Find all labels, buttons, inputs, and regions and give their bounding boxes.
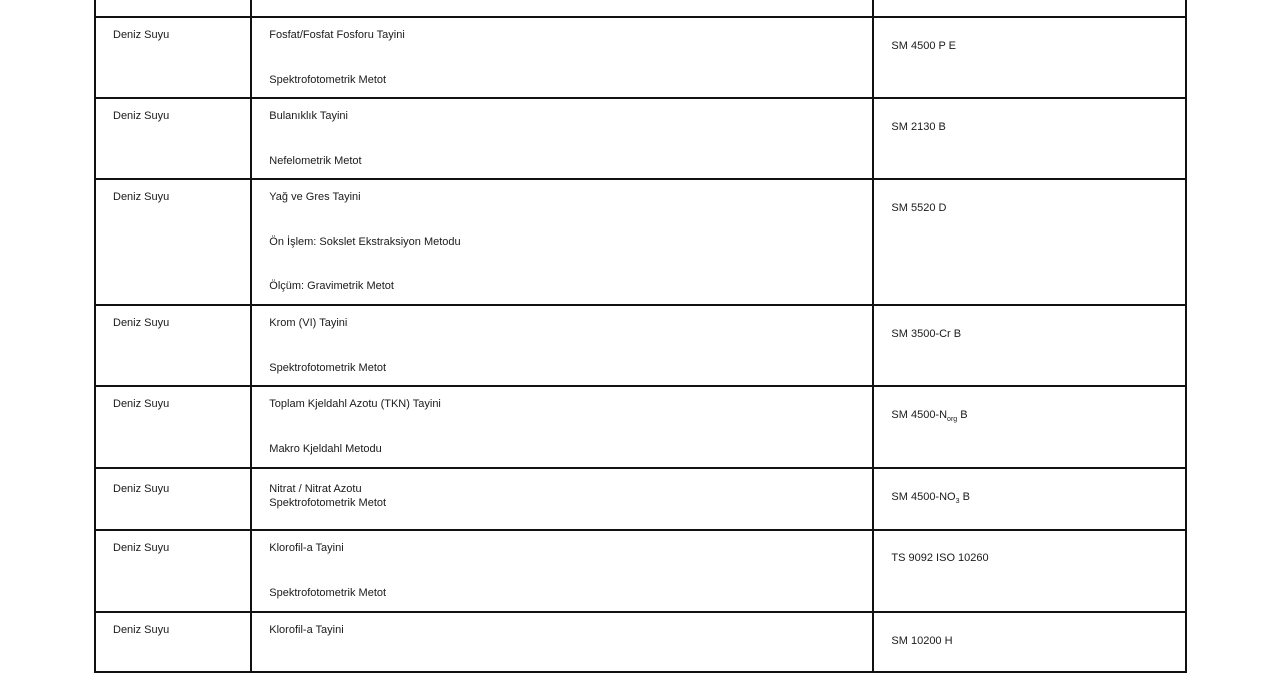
method-line: Bulanıklık Tayini: [269, 110, 348, 122]
table-row: [95, 612, 1186, 672]
matrix-text: Deniz Suyu: [113, 624, 170, 636]
method-line: Fosfat/Fosfat Fosforu Tayini: [269, 29, 405, 41]
standard-text: SM $4500-N_{org}$ B: [891, 409, 968, 423]
method-line: Ölçüm: Gravimetrik Metot: [269, 280, 394, 292]
method-line: Spektrofotometrik Metot: [269, 362, 387, 374]
standard-cell: [873, 612, 1186, 672]
standard-text: SM 10200 H: [891, 635, 953, 647]
matrix-cell: [95, 530, 251, 612]
method-cell: [251, 612, 873, 672]
standard-cell: [873, 179, 1186, 305]
table-row: [95, 98, 1186, 179]
matrix-cell: [95, 179, 251, 305]
method-line: Krom (VI) Tayini: [269, 317, 348, 329]
method-line: Spektrofotometrik Metot: [269, 74, 387, 86]
matrix-text: Deniz Suyu: [113, 542, 170, 554]
standard-text: SM 2130 B: [891, 121, 946, 133]
method-line: Klorofil-a Tayini: [269, 624, 344, 636]
method-line: Yağ ve Gres Tayini: [269, 191, 361, 203]
method-cell: [251, 386, 873, 468]
method-line: Spektrofotometrik Metot: [269, 497, 387, 509]
method-line: Toplam Kjeldahl Azotu (TKN) Tayini: [269, 398, 441, 410]
table-row: [95, 305, 1186, 386]
matrix-cell: [95, 612, 251, 672]
matrix-cell: [95, 305, 251, 386]
method-cell: [251, 468, 873, 530]
method-line: Spektrofotometrik Metot: [269, 587, 387, 599]
standard-cell: [873, 17, 1186, 98]
matrix-text: Deniz Suyu: [113, 29, 170, 41]
table-row: [95, 0, 1186, 17]
method-line: Nitrat / Nitrat Azotu: [269, 483, 362, 495]
matrix-text: Deniz Suyu: [113, 191, 170, 203]
standard-cell: [873, 98, 1186, 179]
standard-cell: [873, 386, 1186, 468]
standard-cell: [873, 530, 1186, 612]
method-cell: [251, 305, 873, 386]
matrix-cell: [95, 386, 251, 468]
method-cell: [251, 530, 873, 612]
standard-cell: [873, 468, 1186, 530]
method-cell: [251, 17, 873, 98]
standard-text: SM 3500-Cr B: [891, 328, 962, 340]
standard-text: SM 5520 D: [891, 202, 947, 214]
matrix-text: Deniz Suyu: [113, 317, 170, 329]
table-row: [95, 386, 1186, 468]
matrix-text: Deniz Suyu: [113, 483, 170, 495]
standard-text: SM $4500-NO_3$ B: [891, 491, 970, 505]
matrix-cell: [95, 468, 251, 530]
table-row: [95, 468, 1186, 530]
accreditation-scope-table: [94, 0, 1187, 673]
table-row: [95, 530, 1186, 612]
matrix-cell: [95, 98, 251, 179]
matrix-cell: [95, 17, 251, 98]
method-cell: [251, 0, 873, 17]
method-cell: [251, 179, 873, 305]
matrix-cell: [95, 0, 251, 17]
method-line: Ön İşlem: Sokslet Ekstraksiyon Metodu: [269, 236, 461, 248]
method-line: Makro Kjeldahl Metodu: [269, 443, 382, 455]
standard-text: SM 4500 P E: [891, 40, 957, 52]
standard-cell: [873, 305, 1186, 386]
table-row: [95, 17, 1186, 98]
table-row: [95, 179, 1186, 305]
method-line: Klorofil-a Tayini: [269, 542, 344, 554]
method-cell: [251, 98, 873, 179]
method-line: Nefelometrik Metot: [269, 155, 362, 167]
matrix-text: Deniz Suyu: [113, 398, 170, 410]
standard-cell: [873, 0, 1186, 17]
standard-text: TS 9092 ISO 10260: [891, 552, 989, 564]
matrix-text: Deniz Suyu: [113, 110, 170, 122]
